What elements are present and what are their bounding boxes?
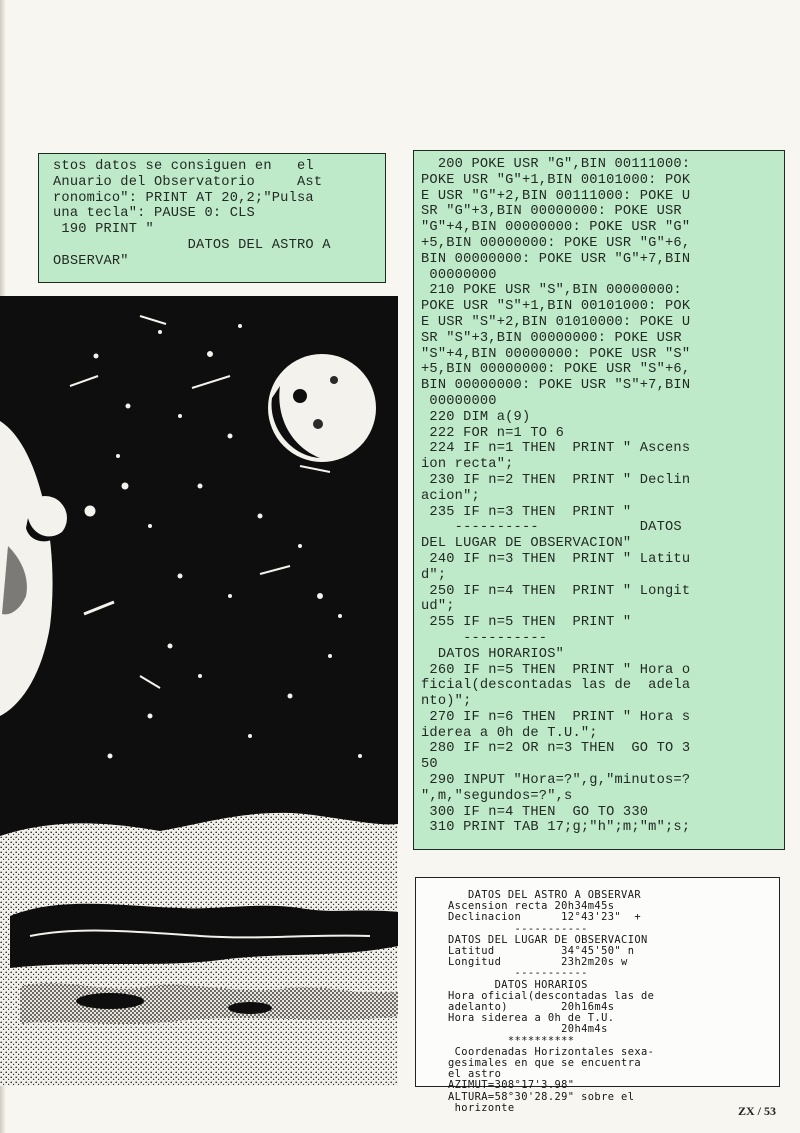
listing-line: +5,BIN 00000000: POKE USR "G"+6,: [421, 235, 691, 251]
listing-line: +5,BIN 00000000: POKE USR "S"+6,: [421, 362, 691, 378]
listing-line: 290 INPUT "Hora=?",g,"minutos=?: [421, 773, 691, 789]
listing-line: POKE USR "G"+1,BIN 00101000: POK: [421, 172, 691, 188]
listing-line: ud";: [421, 599, 455, 615]
screen-line: Coordenadas Horizontales sexa-: [448, 1045, 655, 1058]
listing-line: nto)";: [421, 694, 472, 710]
listing-line: BIN 00000000: POKE USR "G"+7,BIN: [421, 251, 691, 267]
listing-line: 230 IF n=2 THEN PRINT " Declin: [421, 472, 691, 488]
listing-line: E USR "S"+2,BIN 01010000: POKE U: [421, 314, 691, 330]
screen-line: ALTURA=58°30'28.29" sobre el: [448, 1090, 635, 1103]
screen-line: -----------: [448, 922, 588, 935]
screen-line: adelanto) 20h16m4s: [448, 1001, 615, 1014]
screen-line: Latitud 34°45'50" n: [448, 945, 635, 958]
listing-line: ----------: [421, 630, 548, 646]
listing-line: "S"+4,BIN 00000000: POKE USR "S": [421, 346, 691, 362]
listing-line: SR "S"+3,BIN 00000000: POKE USR: [421, 330, 682, 346]
screen-line: Ascension recta 20h34m45s: [448, 900, 615, 913]
listing-line: DEL LUGAR DE OBSERVACION": [421, 536, 632, 552]
screen-line: 20h4m4s: [448, 1023, 608, 1036]
listing-line: iderea a 0h de T.U.";: [421, 725, 598, 741]
listing-box-right: [413, 150, 785, 850]
moon-crater: [293, 389, 307, 403]
listing-line: 240 IF n=3 THEN PRINT " Latitu: [421, 551, 691, 567]
screen-line: Hora siderea a 0h de T.U.: [448, 1012, 615, 1025]
listing-line: 300 IF n=4 THEN GO TO 330: [421, 804, 649, 820]
listing-line: 250 IF n=4 THEN PRINT " Longit: [421, 583, 691, 599]
listing-line: una tecla": PAUSE 0: CLS: [53, 206, 255, 222]
screen-line: DATOS DEL LUGAR DE OBSERVACION: [448, 933, 648, 946]
listing-line: "G"+4,BIN 00000000: POKE USR "G": [421, 220, 691, 236]
listing-line: 200 POKE USR "G",BIN 00111000:: [421, 157, 691, 172]
listing-line: ronomico": PRINT AT 20,2;"Pulsa: [53, 190, 314, 206]
listing-line: ion recta";: [421, 457, 514, 473]
screen-line: AZIMUT=308°17'3.98": [448, 1079, 575, 1092]
listing-line: E USR "G"+2,BIN 00111000: POKE U: [421, 188, 691, 204]
listing-line: ---------- DATOS: [421, 520, 682, 536]
listing-line: DATOS HORARIOS": [421, 646, 565, 662]
listing-line: DATOS DEL ASTRO A: [53, 237, 331, 253]
listing-line: 00000000: [421, 267, 497, 283]
moon-crater: [330, 376, 338, 384]
listing-line: 224 IF n=1 THEN PRINT " Ascens: [421, 441, 691, 457]
listing-line: SR "G"+3,BIN 00000000: POKE USR: [421, 204, 682, 220]
listing-box-left: [38, 153, 386, 283]
listing-line: 50: [421, 757, 438, 773]
screen-line: DATOS DEL ASTRO A OBSERVAR: [448, 889, 642, 901]
listing-line: ",m,"segundos=?",s: [421, 788, 573, 804]
listing-line: stos datos se consiguen en el: [53, 159, 314, 174]
listing-line: POKE USR "S"+1,BIN 00101000: POK: [421, 299, 691, 315]
screen-line: DATOS HORARIOS: [448, 978, 588, 991]
listing-line: ficial(descontadas las de adela: [421, 678, 691, 694]
screen-line: -----------: [448, 967, 588, 980]
listing-line: 220 DIM a(9): [421, 409, 531, 425]
page-number: ZX / 53: [737, 1104, 776, 1118]
listing-line: 210 POKE USR "S",BIN 00000000:: [421, 283, 682, 299]
screen-line: Declinacion 12°43'23" +: [448, 911, 642, 924]
screen-line: gesimales en que se encuentra: [448, 1057, 642, 1070]
screen-line: **********: [448, 1034, 575, 1047]
crater-hole: [228, 1002, 272, 1014]
listing-line: 270 IF n=6 THEN PRINT " Hora s: [421, 709, 691, 725]
screen-line: Longitud 23h2m20s w: [448, 956, 628, 969]
listing-line: 222 FOR n=1 TO 6: [421, 425, 565, 441]
listing-line: BIN 00000000: POKE USR "S"+7,BIN: [421, 378, 691, 394]
screen-line: el astro: [448, 1068, 502, 1081]
crater-hole: [76, 993, 144, 1009]
listing-line: 310 PRINT TAB 17;g;"h";m;"m";s;: [421, 820, 691, 836]
space-illustration: [0, 296, 398, 1086]
listing-line: d";: [421, 567, 447, 583]
moon: [268, 354, 376, 462]
listing-line: 280 IF n=2 OR n=3 THEN GO TO 3: [421, 741, 691, 757]
listing-line: Anuario del Observatorio Ast: [53, 174, 323, 190]
screen-line: horizonte: [448, 1101, 515, 1114]
listing-line: 235 IF n=3 THEN PRINT ": [421, 504, 632, 520]
screen-line: Hora oficial(descontadas las de: [448, 989, 655, 1002]
listing-line: 00000000: [421, 393, 497, 409]
listing-line: acion";: [421, 488, 480, 504]
listing-line: OBSERVAR": [53, 253, 129, 269]
moon-crater: [313, 419, 323, 429]
listing-line: 255 IF n=5 THEN PRINT ": [421, 615, 632, 631]
listing-line: 260 IF n=5 THEN PRINT " Hora o: [421, 662, 691, 678]
listing-line: 190 PRINT ": [53, 222, 154, 238]
